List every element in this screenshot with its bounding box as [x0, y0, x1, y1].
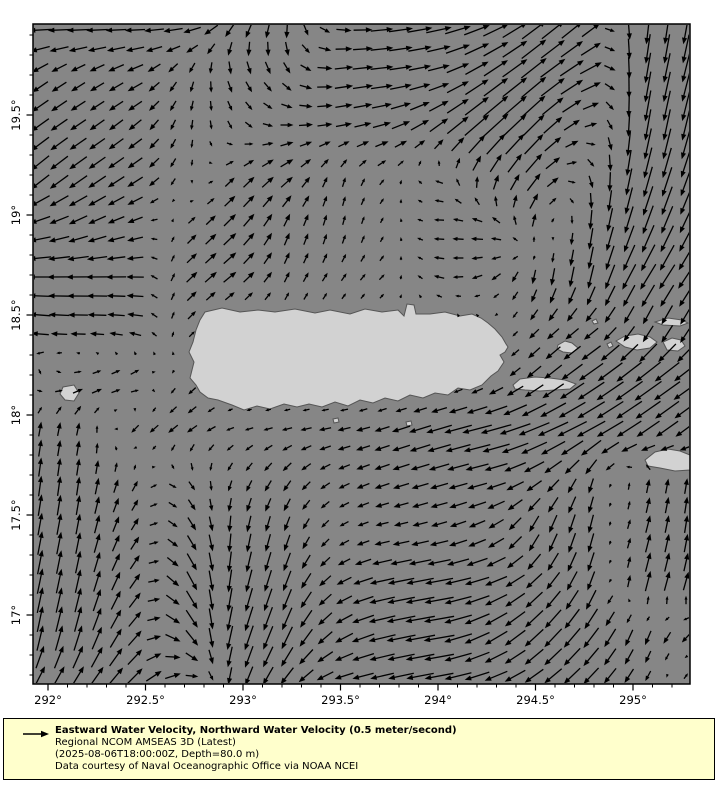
- legend-title: Eastward Water Velocity, Northward Water Velocity (0.5 meter/second): [55, 725, 457, 736]
- y-tick-label: 18°: [9, 404, 23, 426]
- x-tick-label: 295°: [619, 693, 647, 707]
- island-cay-south-pr-1: [333, 418, 339, 423]
- y-tick-label: 17.5°: [9, 499, 23, 531]
- legend-text-block: [55, 725, 457, 773]
- legend-dataset: Regional NCOM AMSEAS 3D (Latest): [55, 737, 236, 748]
- x-tick-label: 294°: [424, 693, 452, 707]
- legend-courtesy: Data courtesy of Naval Oceanographic Office via NOAA NCEI: [55, 761, 359, 772]
- y-tick-label: 18.5°: [9, 299, 23, 331]
- x-tick-label: 294.5°: [516, 693, 555, 707]
- y-tick-label: 17°: [9, 604, 23, 626]
- x-tick-label: 292.5°: [126, 693, 165, 707]
- y-tick-label: 19°: [9, 204, 23, 226]
- x-tick-label: 293.5°: [321, 693, 360, 707]
- y-tick-label: 19.5°: [9, 99, 23, 131]
- x-tick-label: 293°: [229, 693, 257, 707]
- legend-box: [3, 718, 715, 780]
- legend-time-depth: (2025-08-06T18:00:00Z, Depth=80.0 m): [55, 749, 260, 760]
- reference-arrow-icon: [21, 728, 51, 740]
- x-tick-label: 292°: [34, 693, 62, 707]
- island-cay-south-pr-2: [406, 421, 412, 426]
